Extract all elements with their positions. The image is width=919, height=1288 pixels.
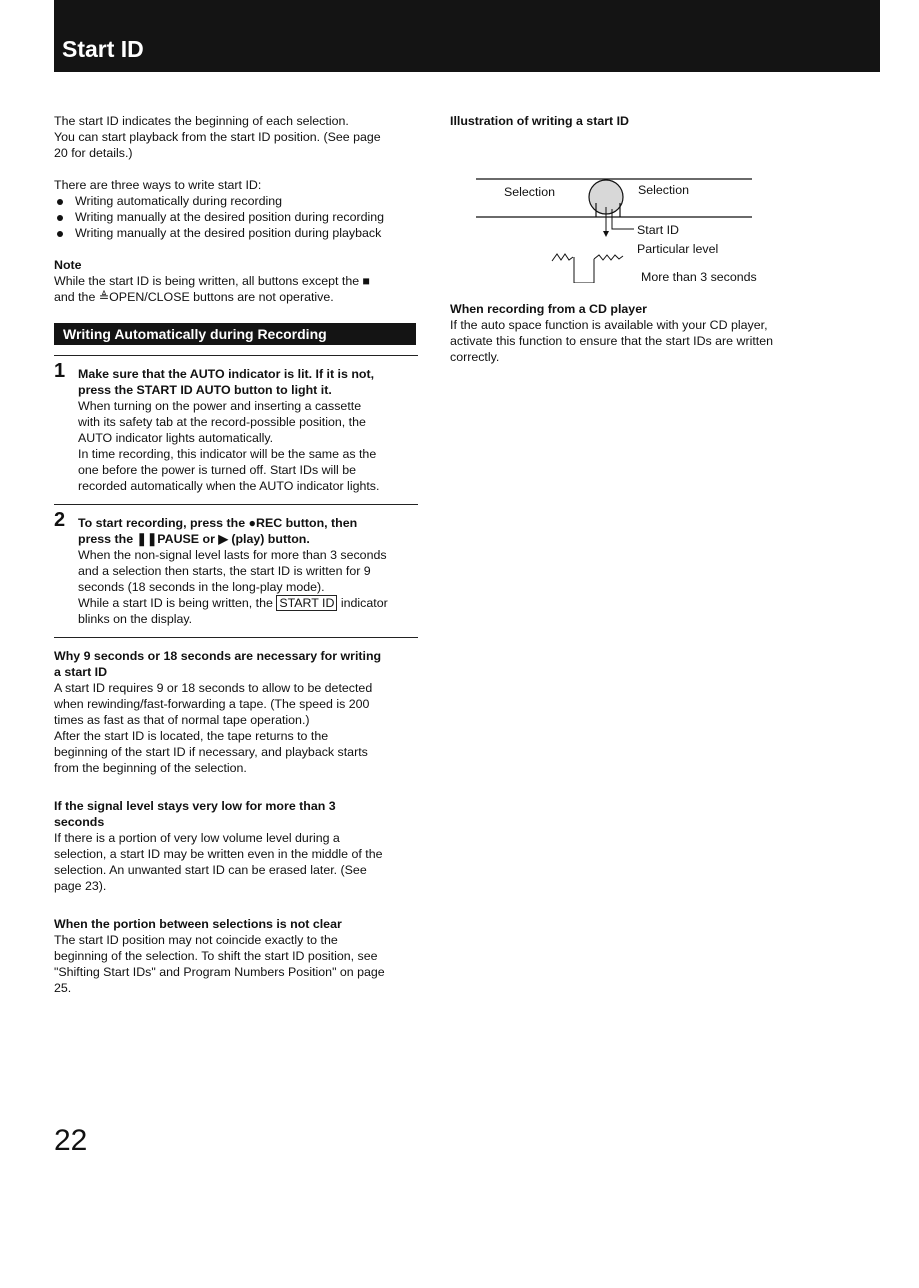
start-id-indicator-label: START ID [276, 595, 337, 611]
step-body-line: seconds (18 seconds in the long-play mode). [78, 580, 325, 594]
particular-level-label: Particular level [637, 242, 719, 256]
list-item: Writing automatically during recording [54, 193, 418, 209]
body-line: times as fast as that of normal tape operation.) [54, 713, 310, 727]
body-line: 25. [54, 981, 72, 995]
illustration-title: Illustration of writing a start ID [450, 114, 629, 128]
step-body-line: blinks on the display. [78, 612, 193, 626]
step-title-line: To start recording, press the ●REC button, then [78, 516, 358, 530]
step-body-line: AUTO indicator lights automatically. [78, 431, 274, 445]
start-id-diagram [450, 143, 810, 283]
body-line: "Shifting Start IDs" and Program Numbers Position" on page [54, 965, 385, 979]
step-body-line: In time recording, this indicator will be the same as the [78, 447, 377, 461]
step-body-line: with its safety tab at the record-possible position, the [78, 415, 366, 429]
step-body-line: When turning on the power and inserting a cassette [78, 399, 362, 413]
section-title-line: If the signal level stays very low for more than 3 [54, 799, 336, 813]
body-line: After the start ID is located, the tape returns to the [54, 729, 329, 743]
note-line: While the start ID is being written, all buttons except the ■ [54, 274, 371, 288]
header-bar [54, 0, 880, 72]
low-signal-section [54, 798, 418, 894]
body-line: beginning of the selection. To shift the start ID position, see [54, 949, 378, 963]
selection-left-label: Selection [504, 185, 555, 199]
section-title: When the portion between selections is not clear [54, 917, 342, 931]
list-item: Writing manually at the desired position during recording [54, 209, 418, 225]
step-body-line: recorded automatically when the AUTO indicator lights. [78, 479, 380, 493]
step-2 [54, 509, 418, 627]
ways-intro: There are three ways to write start ID: [54, 178, 262, 192]
section-title-line: Why 9 seconds or 18 seconds are necessary for writing [54, 649, 382, 663]
more-than-label: More than 3 seconds [641, 270, 757, 284]
body-line: beginning of the start ID if necessary, and playback starts [54, 745, 368, 759]
step-body-line [78, 595, 418, 611]
note-line: and the ≜OPEN/CLOSE buttons are not operative. [54, 290, 334, 304]
selection-right-label: Selection [638, 183, 689, 197]
intro-paragraph [54, 113, 418, 161]
body-line: If there is a portion of very low volume level during a [54, 831, 340, 845]
intro-line: You can start playback from the start ID position. (See page [54, 130, 381, 144]
start-id-label: Start ID [637, 223, 679, 237]
body-line: The start ID position may not coincide exactly to the [54, 933, 338, 947]
step-number: 2 [54, 509, 66, 531]
body-line: page 23). [54, 879, 107, 893]
intro-line: The start ID indicates the beginning of each selection. [54, 114, 349, 128]
body-line: If the auto space function is available with your CD player, [450, 318, 768, 332]
right-column [450, 113, 810, 365]
body-line: A start ID requires 9 or 18 seconds to allow to be detected [54, 681, 373, 695]
step-body-text: indicator [340, 596, 388, 610]
body-line: selection. An unwanted start ID can be erased later. (See [54, 863, 367, 877]
step-number: 1 [54, 360, 66, 382]
list-item: Writing manually at the desired position during playback [54, 225, 418, 241]
section-title: When recording from a CD player [450, 302, 647, 316]
step-title-line: press the START ID AUTO button to light it. [78, 383, 332, 397]
divider [54, 355, 418, 356]
not-clear-section [54, 916, 418, 996]
note-title: Note [54, 258, 82, 272]
why-section [54, 648, 418, 776]
step-body-line: When the non-signal level lasts for more than 3 seconds [78, 548, 387, 562]
step-body-line: one before the power is turned off. Start IDs will be [78, 463, 357, 477]
page-title: Start ID [62, 36, 144, 62]
cd-section [450, 301, 810, 365]
step-1 [54, 360, 418, 494]
start-id-diagram-graphic [450, 143, 780, 283]
body-line: from the beginning of the selection. [54, 761, 247, 775]
divider [54, 504, 418, 505]
left-column [54, 113, 418, 996]
step-body-text: While a start ID is being written, the [78, 596, 273, 610]
body-line: correctly. [450, 350, 500, 364]
body-line: selection, a start ID may be written even in the middle of the [54, 847, 383, 861]
divider [54, 637, 418, 638]
body-line: activate this function to ensure that the start IDs are written [450, 334, 774, 348]
section-title-line: seconds [54, 815, 105, 829]
page-number: 22 [54, 1124, 88, 1157]
ways-list [54, 193, 418, 241]
section-title-line: a start ID [54, 665, 108, 679]
section-subheading: Writing Automatically during Recording [54, 323, 416, 345]
step-title-line: Make sure that the AUTO indicator is lit. If it is not, [78, 367, 375, 381]
intro-line: 20 for details.) [54, 146, 133, 160]
step-title-line: press the ❚❚PAUSE or ▶ (play) button. [78, 532, 310, 546]
step-body-line: and a selection then starts, the start ID is written for 9 [78, 564, 371, 578]
body-line: when rewinding/fast-forwarding a tape. (The speed is 200 [54, 697, 370, 711]
